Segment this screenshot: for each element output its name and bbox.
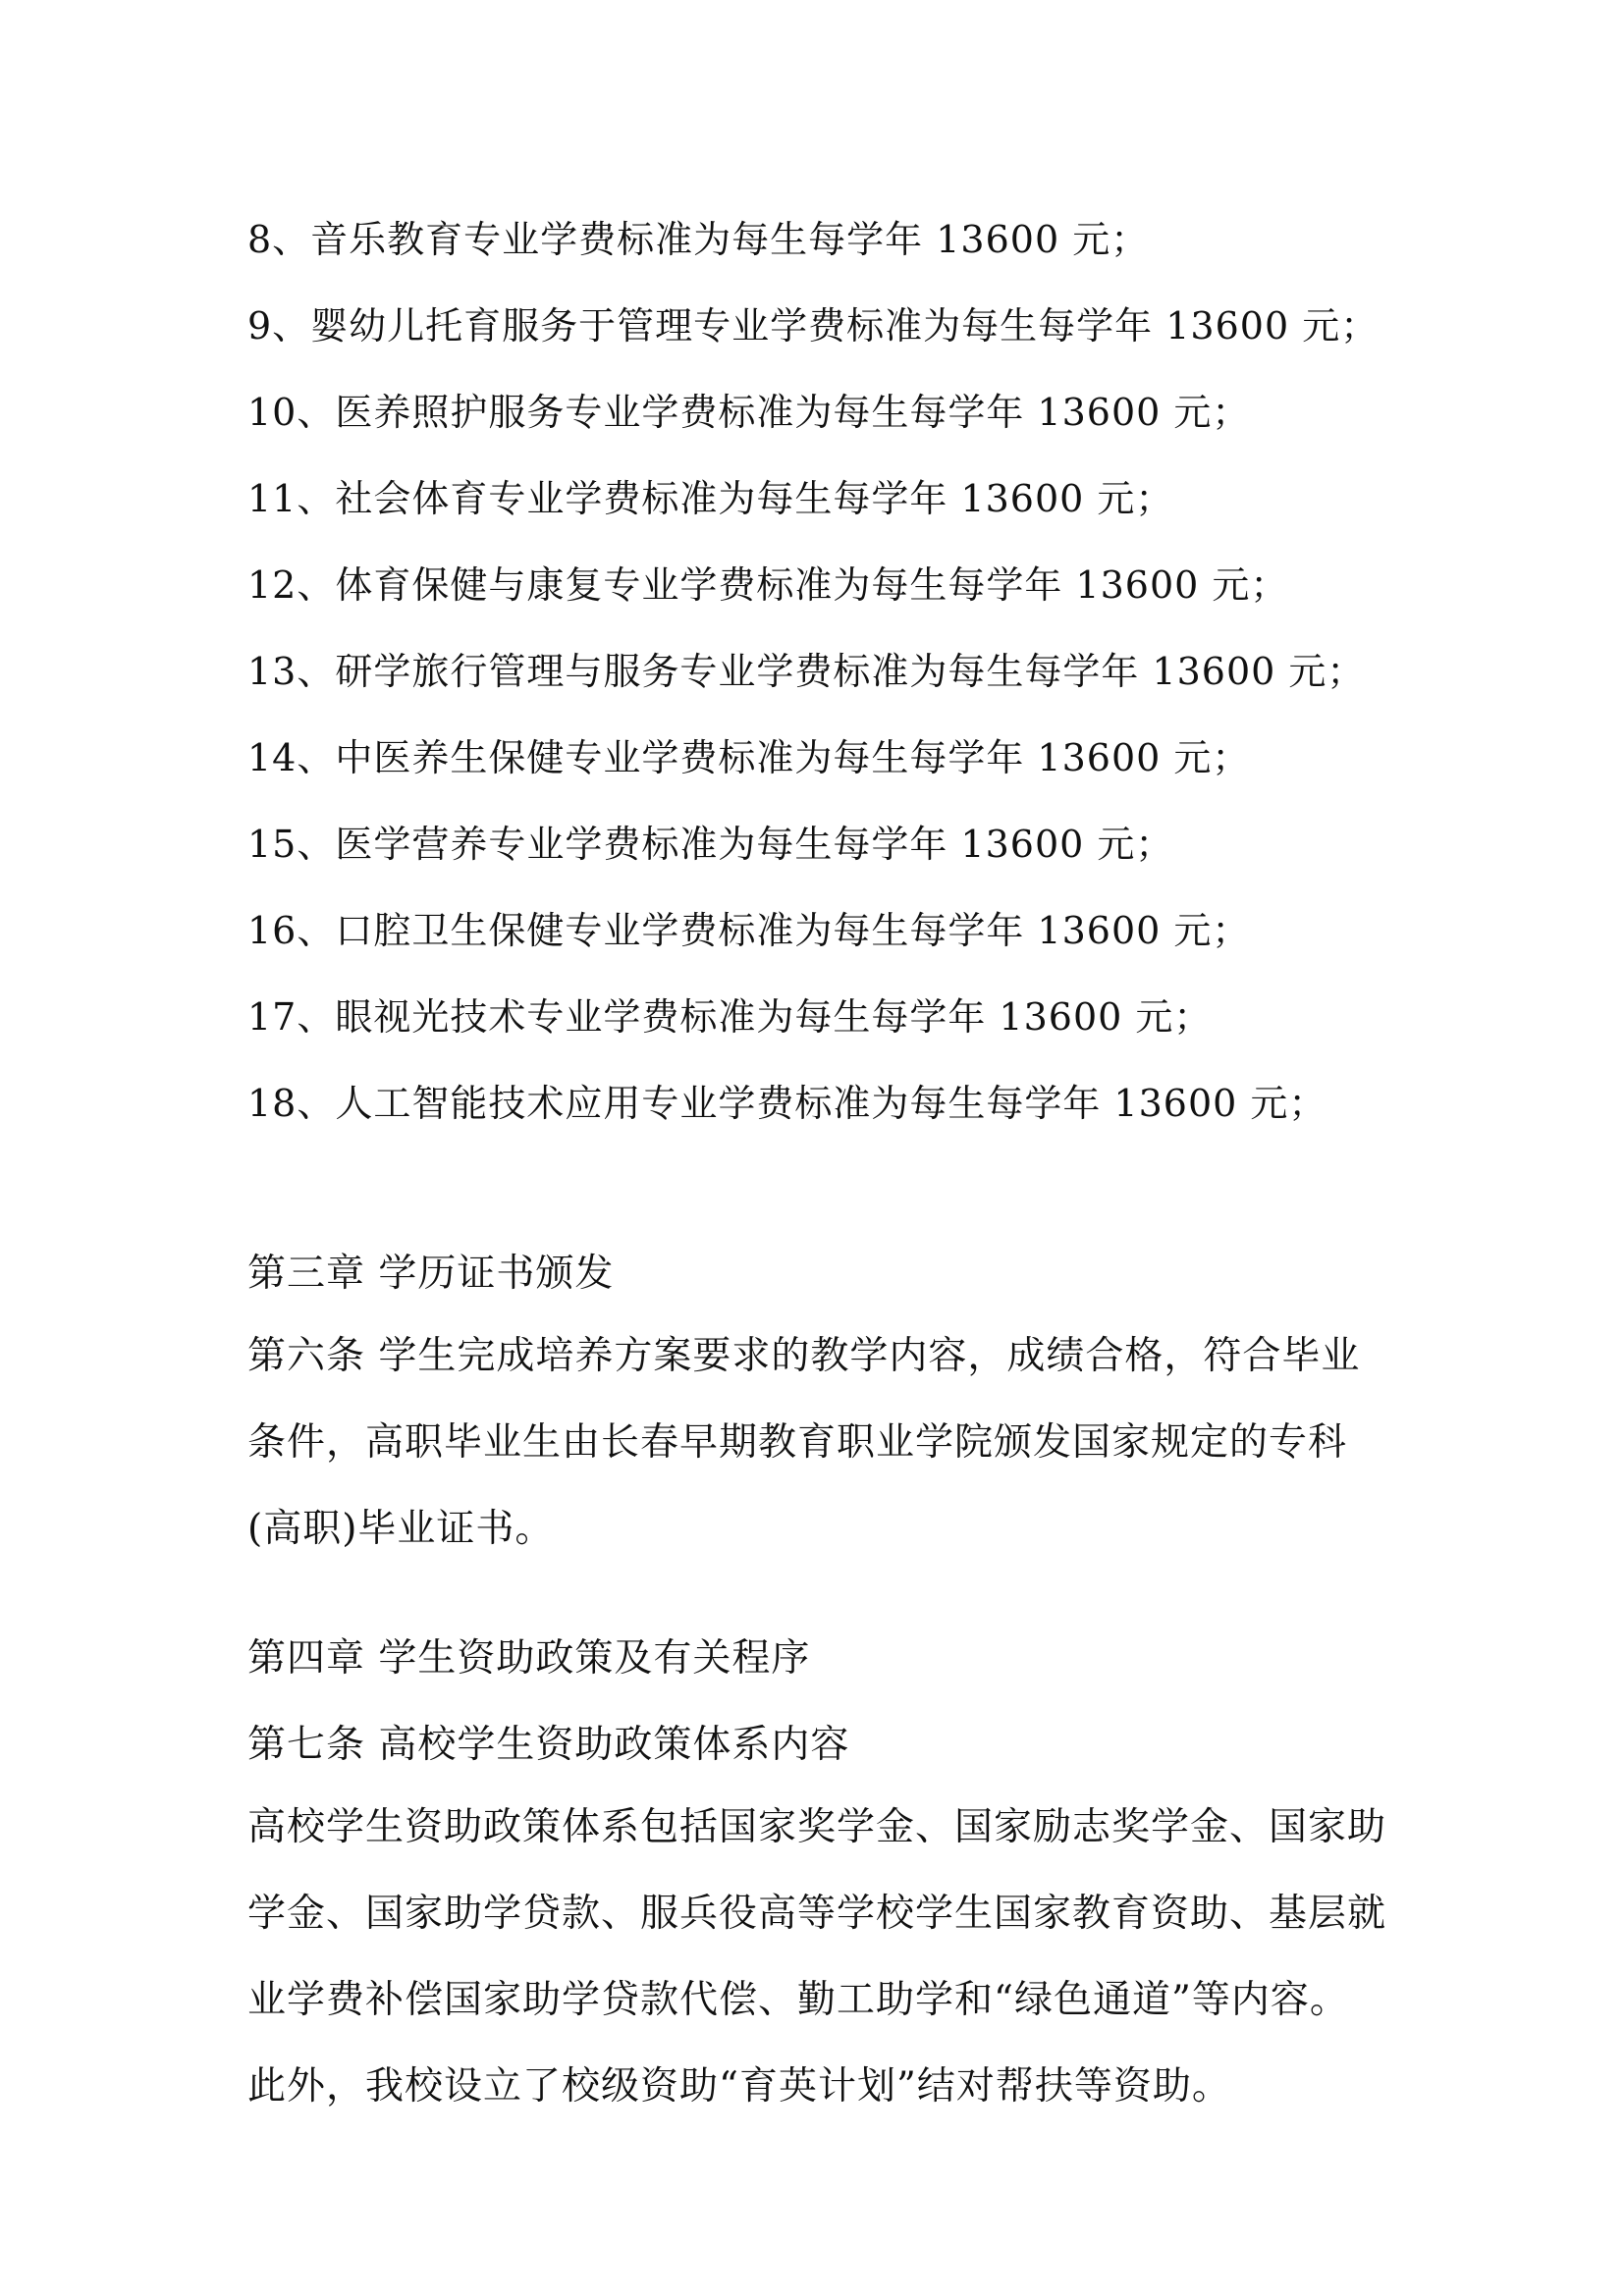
fee-item-15: 15、医学营养专业学费标准为每生每学年 13600 元； <box>247 823 1174 866</box>
fee-item-10: 10、医养照护服务专业学费标准为每生每学年 13600 元； <box>247 391 1251 434</box>
article-7-title: 第七条 高校学生资助政策体系内容 <box>247 1723 850 1767</box>
fee-item-9: 9、婴幼儿托育服务于管理专业学费标准为每生每学年 13600 元； <box>247 304 1380 347</box>
fee-item-12: 12、体育保健与康复专业学费标准为每生每学年 13600 元； <box>247 563 1289 607</box>
article-7-paragraph: 高校学生资助政策体系包括国家奖学金、国家励志奖学金、国家助学金、国家助学贷款、服兵役高等学校学生国家教育资助、基层就业学费补偿国家助学贷款代偿、勤工助学和“绿色通道”等内容。此外，我校设立了校级资助“育英计划”结对帮扶等资助。 <box>247 1805 1387 2109</box>
fee-item-16: 16、口腔卫生保健专业学费标准为每生每学年 13600 元； <box>247 909 1251 952</box>
fee-item-14: 14、中医养生保健专业学费标准为每生每学年 13600 元； <box>247 736 1251 779</box>
article-6-paragraph: 第六条 学生完成培养方案要求的教学内容，成绩合格，符合毕业条件，高职毕业生由长春早期教育职业学院颁发国家规定的专科(高职)毕业证书。 <box>247 1334 1361 1551</box>
chapter-3-title: 第三章 学历证书颁发 <box>247 1252 615 1296</box>
fee-item-11: 11、社会体育专业学费标准为每生每学年 13600 元； <box>247 477 1174 520</box>
fee-item-8: 8、音乐教育专业学费标准为每生每学年 13600 元； <box>247 218 1150 261</box>
chapter-4-title: 第四章 学生资助政策及有关程序 <box>247 1636 811 1681</box>
fee-item-13: 13、研学旅行管理与服务专业学费标准为每生每学年 13600 元； <box>247 650 1366 693</box>
fee-item-18: 18、人工智能技术应用专业学费标准为每生每学年 13600 元； <box>247 1082 1327 1125</box>
fee-item-17: 17、眼视光技术专业学费标准为每生每学年 13600 元； <box>247 995 1213 1039</box>
